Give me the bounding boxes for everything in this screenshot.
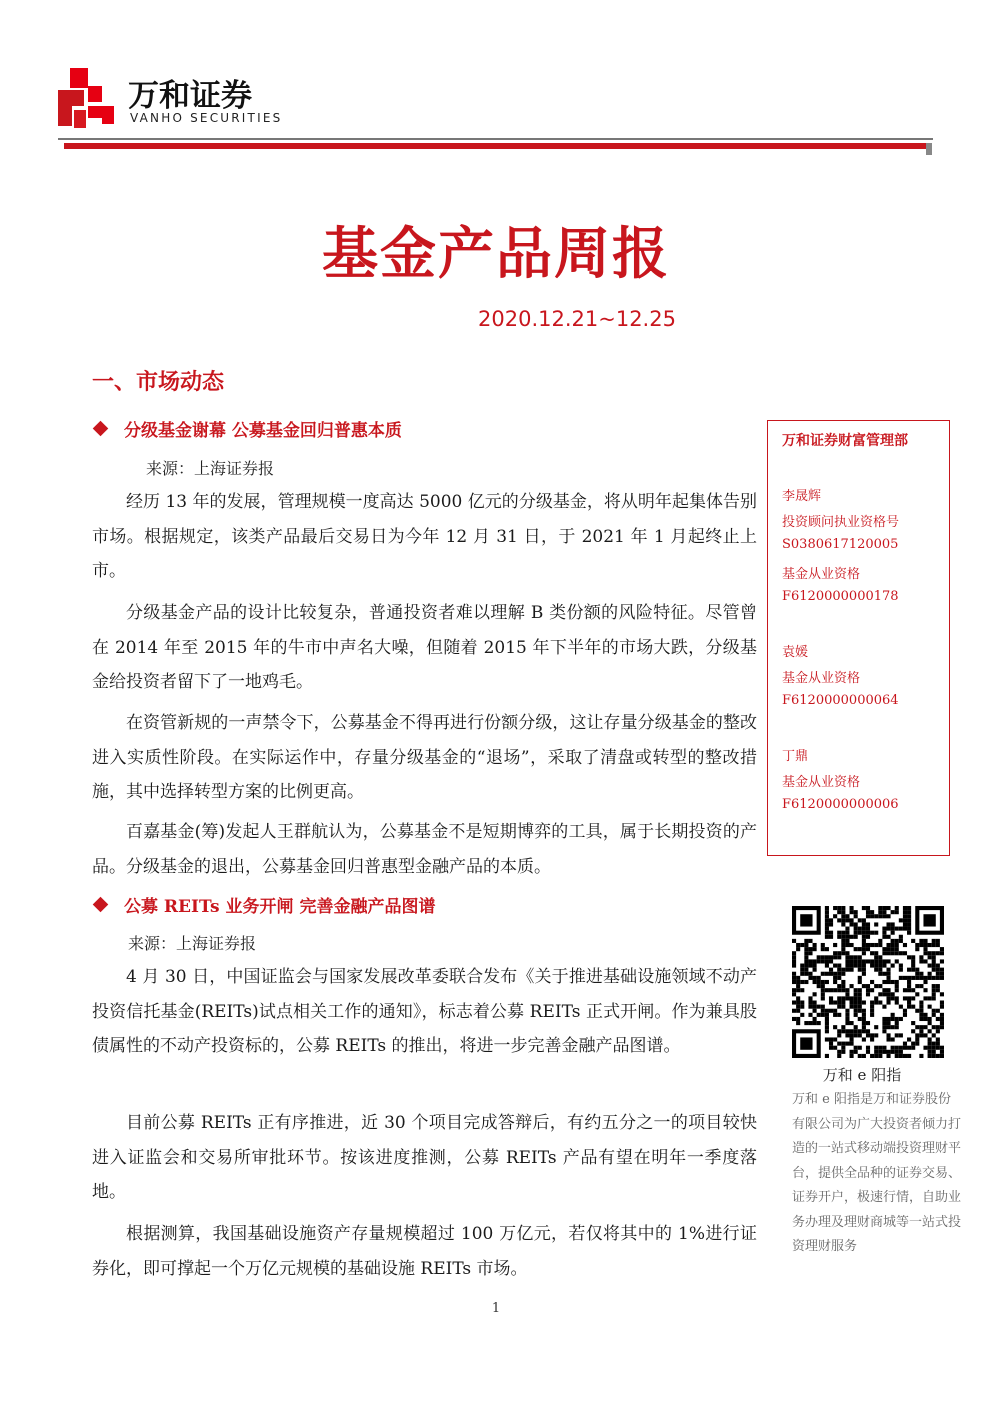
header-divider-shadow (926, 143, 932, 155)
news-heading-2-text: 公募 REITs 业务开闸 完善金融产品图谱 (124, 897, 436, 917)
news-2-paragraph-1: 4 月 30 日，中国证监会与国家发展改革委联合发布《关于推进基础设施领域不动产投资信托基金(REITs)试点相关工作的通知》，标志着公募 REITs 正式开闸。作为兼具股债属性的不动产投资标的，公募 REITs 的推出，将进一步完善金融产品图谱。 (92, 967, 757, 1056)
qualification-label: 基金从业资格 (782, 775, 861, 790)
qualification-label: 投资顾问执业资格号 (782, 515, 900, 530)
news-heading-1-text: 分级基金谢幕 公募基金回归普惠本质 (124, 421, 402, 441)
news-heading-1 (92, 416, 402, 441)
news-2-paragraph-2: 目前公募 REITs 正有序推进，近 30 个项目完成答辩后，有约五分之一的项目较快进入证监会和交易所审批环节。按该进度推测，公募 REITs 产品有望在明年一季度落地。 (92, 1113, 757, 1202)
qualification-number: S0380617120005 (782, 537, 899, 552)
diamond-bullet-icon (93, 421, 109, 437)
logo-text-en: VANHO SECURITIES (130, 111, 283, 125)
header-divider-thin (58, 138, 933, 140)
news-1-paragraph-3: 在资管新规的一声禁令下，公募基金不得再进行份额分级，这让存量分级基金的整改进入实质性阶段。在实际运作中，存量分级基金的“退场”，采取了清盘或转型的整改措施，其中选择转型方案的比例更高。 (92, 713, 757, 802)
analyst-name: 袁媛 (782, 645, 809, 660)
qr-code-description: 万和 e 阳指是万和证券股份有限公司为广大投资者倾力打造的一站式移动端投资理财平台，提供全品种的证券交易、证券开户，极速行情，自助业务办理及理财商城等一站式投资理财服务 (792, 1092, 962, 1254)
analyst-name: 李晟辉 (782, 489, 822, 504)
department-name: 万和证券财富管理部 (782, 433, 908, 449)
section-title: 一、市场动态 (92, 370, 225, 395)
document-date: 2020.12.21~12.25 (478, 307, 676, 331)
news-heading-2 (92, 892, 435, 917)
qualification-number: F6120000000006 (782, 797, 899, 812)
news-2-paragraph-3: 根据测算，我国基础设施资产存量规模超过 100 万亿元，若仅将其中的 1%进行证券化，即可撑起一个万亿元规模的基础设施 REITs 市场。 (92, 1224, 757, 1279)
news-source-1: 来源：上海证券报 (146, 459, 275, 478)
qr-code-title: 万和 e 阳指 (822, 1066, 902, 1084)
header-divider-red (64, 143, 932, 149)
qualification-label: 基金从业资格 (782, 567, 861, 582)
news-source-2: 来源：上海证券报 (128, 934, 257, 953)
qr-code-icon (792, 906, 944, 1058)
logo-text-cn: 万和证券 (128, 78, 252, 114)
qualification-label: 基金从业资格 (782, 671, 861, 686)
document-title: 基金产品周报 (322, 221, 670, 287)
qualification-number: F6120000000178 (782, 589, 899, 604)
news-1-paragraph-1: 经历 13 年的发展，管理规模一度高达 5000 亿元的分级基金，将从明年起集体告别市场。根据规定，该类产品最后交易日为今年 12 月 31 日，于 2021 年 1 月起终止上市。 (92, 492, 757, 581)
diamond-bullet-icon (93, 897, 109, 913)
analyst-name: 丁鼎 (782, 749, 809, 764)
news-1-paragraph-4: 百嘉基金(筹)发起人王群航认为，公募基金不是短期博弈的工具，属于长期投资的产品。分级基金的退出，公募基金回归普惠型金融产品的本质。 (92, 822, 757, 877)
news-1-paragraph-2: 分级基金产品的设计比较复杂，普通投资者难以理解 B 类份额的风险特征。尽管曾在 2014 年至 2015 年的牛市中声名大噪，但随着 2015 年下半年的市场大跌，分级基金给投资者留下了一地鸡毛。 (92, 603, 757, 692)
qualification-number: F6120000000064 (782, 693, 899, 708)
page-number: 1 (491, 1301, 501, 1316)
vanho-logo-icon (58, 68, 114, 128)
